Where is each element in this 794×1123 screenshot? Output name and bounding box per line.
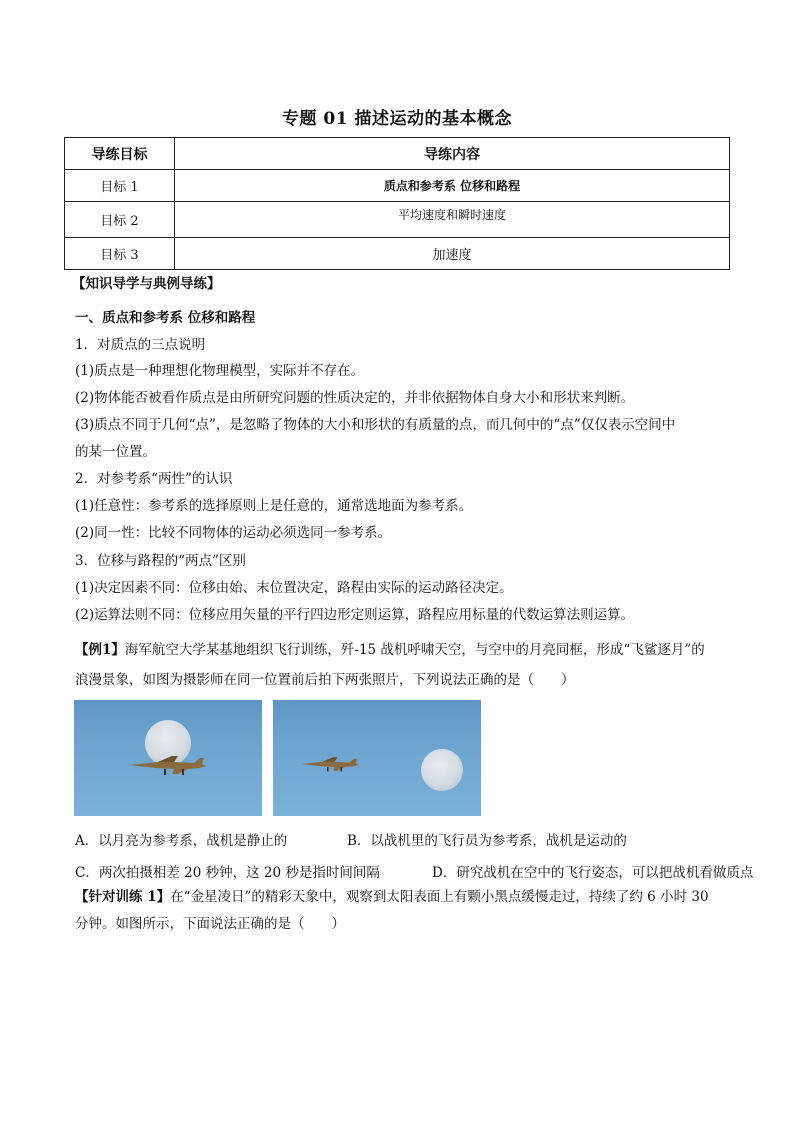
part1-heading: 一、质点和参考系 位移和路程 — [75, 310, 256, 326]
table-cell-content: 平均速度和瞬时速度 — [175, 202, 730, 238]
table-cell-goal: 目标 2 — [65, 202, 175, 238]
training-text: 在“金星凌日”的精彩天象中，观察到太阳表面上有颗小黑点缓慢走过，持续了约 6 小时 30 — [170, 889, 709, 905]
body-line: 的某一位置。 — [75, 444, 156, 460]
table-header-cell: 导练目标 — [65, 138, 175, 170]
training1-line1 — [75, 885, 709, 905]
table-row — [65, 238, 730, 270]
jet-moon-photo-1 — [74, 700, 262, 816]
table-cell-goal: 目标 1 — [65, 170, 175, 202]
training1-line2: 分钟。如图所示，下面说法正确的是（ ） — [75, 916, 345, 932]
goals-table — [64, 137, 730, 270]
option-d: D．研究战机在空中的飞行姿态，可以把战机看做质点 — [432, 865, 754, 881]
example-text: 海军航空大学某基地组织飞行训练，歼-15 战机呼啸天空，与空中的月亮同框，形成“飞鲨逐月”的 — [124, 642, 705, 658]
fighter-jet-icon — [300, 754, 360, 774]
option-b: B．以战机里的飞行员为参考系，战机是运动的 — [347, 833, 627, 849]
table-cell-content: 加速度 — [175, 238, 730, 270]
table-cell-content: 质点和参考系 位移和路程 — [175, 170, 730, 202]
table-header-row — [65, 138, 730, 170]
body-line: (1)决定因素不同：位移由始、末位置决定，路程由实际的运动路径决定。 — [75, 580, 513, 596]
table-row — [65, 170, 730, 202]
training-tag: 【针对训练 1】 — [75, 889, 171, 905]
body-line: (2)物体能否被看作质点是由所研究问题的性质决定的，并非依据物体自身大小和形状来判断。 — [75, 390, 635, 406]
body-line: (2)运算法则不同：位移应用矢量的平行四边形定则运算，路程应用标量的代数运算法则运算。 — [75, 607, 635, 623]
table-row — [65, 202, 730, 238]
table-header-cell: 导练内容 — [175, 138, 730, 170]
fighter-jet-icon — [128, 752, 208, 778]
table-cell-goal: 目标 3 — [65, 238, 175, 270]
body-line: (3)质点不同于几何“点”，是忽略了物体的大小和形状的有质量的点，而几何中的“点”仅仅表示空间中 — [75, 417, 676, 433]
body-line: 1．对质点的三点说明 — [75, 337, 206, 353]
body-line: 3．位移与路程的“两点”区别 — [75, 553, 246, 569]
example1-line2: 浪漫景象，如图为摄影师在同一位置前后拍下两张照片，下列说法正确的是（ ） — [75, 672, 575, 688]
body-line: (1)质点是一种理想化物理模型，实际并不存在。 — [75, 363, 365, 379]
page-title: 专题 01 描述运动的基本概念 — [282, 109, 512, 129]
option-c: C．两次拍摄相差 20 秒钟，这 20 秒是指时间间隔 — [75, 865, 380, 881]
body-line: (1)任意性：参考系的选择原则上是任意的，通常选地面为参考系。 — [75, 498, 473, 514]
body-line: 2．对参考系“两性”的认识 — [75, 471, 233, 487]
body-line: (2)同一性：比较不同物体的运动必须选同一参考系。 — [75, 525, 392, 541]
option-a: A．以月亮为参考系，战机是静止的 — [75, 833, 288, 849]
example-tag: 【例1】 — [75, 642, 125, 658]
jet-moon-photo-2 — [273, 700, 481, 816]
example1-line1 — [75, 638, 705, 658]
section-heading: 【知识导学与典例导练】 — [72, 276, 221, 292]
moon-image — [421, 749, 463, 791]
